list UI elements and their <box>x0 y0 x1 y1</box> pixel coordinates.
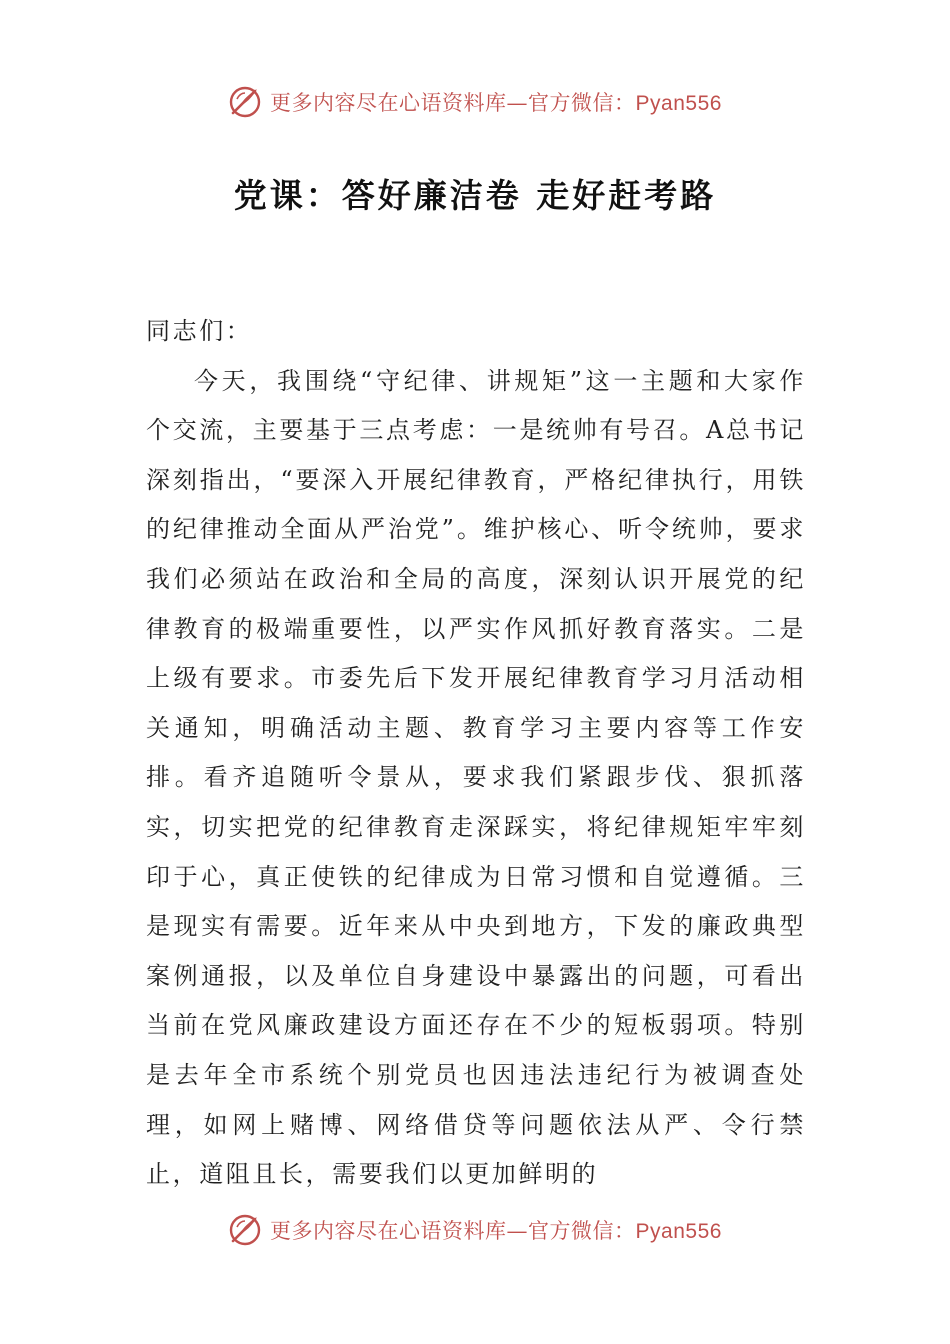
document-title: 党课：答好廉洁卷 走好赶考路 <box>233 176 717 215</box>
body-paragraph: 今天，我围绕“守纪律、讲规矩”这一主题和大家作个交流，主要基于三点考虑：一是统帅有号召。A总书记深刻指出，“要深入开展纪律教育，严格纪律执行，用铁的纪律推动全面从严治党”。维护核心、听令统帅，要求我们必须站在政治和全局的高度，深刻认识开展党的纪律教育的极端重要性，以严实作风抓好教育落实。二是上级有要求。市委先后下发开展纪律教育学习月活动相关通知，明确活动主题、教育学习主要内容等工作安排。看齐追随听令景从，要求我们紧跟步伐、狠抓落实，切实把党的纪律教育走深踩实，将纪律规矩牢牢刻印于心，真正使铁的纪律成为日常习惯和自觉遵循。三是现实有需要。近年来从中央到地方，下发的廉政典型案例通报，以及单位自身建设中暴露出的问题，可看出当前在党风廉政建设方面还存在不少的短板弱项。特别是去年全市系统个别党员也因违法违纪行为被调查处理，如网上赌博、网络借贷等问题依法从严、令行禁止，道阻且长，需要我们以更加鲜明的 <box>146 366 806 1189</box>
watermark-text: 更多内容尽在心语资料库—官方微信：Pyan556 <box>270 1219 722 1243</box>
quill-pen-logo-icon <box>228 85 262 119</box>
header-watermark <box>0 82 950 122</box>
watermark-text: 更多内容尽在心语资料库—官方微信：Pyan556 <box>270 91 722 115</box>
footer-watermark <box>0 1210 950 1250</box>
document-body <box>146 307 806 1200</box>
salutation: 同志们： <box>146 317 253 345</box>
quill-pen-logo-icon <box>228 1213 262 1247</box>
